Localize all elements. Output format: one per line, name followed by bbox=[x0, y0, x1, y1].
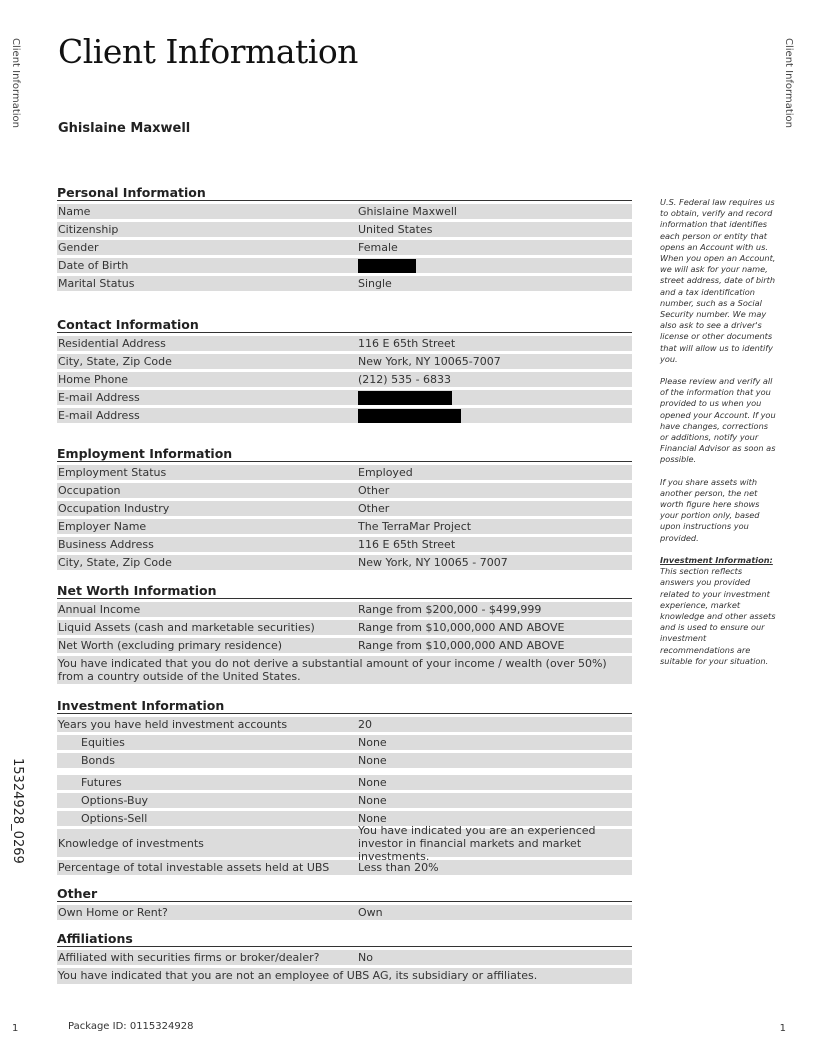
table-row bbox=[57, 372, 632, 387]
affiliations-note: You have indicated that you are not an employee of UBS AG, its subsidiary or affiliates. bbox=[58, 969, 538, 982]
section-title: Net Worth Information bbox=[57, 584, 632, 599]
row-label: Home Phone bbox=[58, 373, 129, 386]
row-label: E-mail Address bbox=[58, 391, 140, 404]
table-row bbox=[57, 408, 632, 423]
table-row bbox=[57, 823, 632, 863]
table-row bbox=[57, 775, 632, 790]
table-row bbox=[57, 354, 632, 369]
row-label: Own Home or Rent? bbox=[58, 906, 168, 919]
row-value: Range from $10,000,000 AND ABOVE bbox=[358, 639, 565, 652]
row-value: None bbox=[358, 776, 387, 789]
row-value: Ghislaine Maxwell bbox=[358, 205, 457, 218]
net-worth-information-section bbox=[57, 584, 632, 684]
row-label: Residential Address bbox=[58, 337, 166, 350]
row-label: E-mail Address bbox=[58, 409, 140, 422]
row-label: Percentage of total investable assets held at UBS bbox=[58, 861, 330, 874]
sidebar-heading: Investment Information: bbox=[660, 554, 773, 565]
sidebar-paragraph: Please review and verify all of the information that you provided to us when you opened your Account. If you have changes, corrections or additions, notify your Financial Advisor as soon as possible. bbox=[660, 376, 776, 465]
row-label: Annual Income bbox=[58, 603, 141, 616]
table-row bbox=[57, 465, 632, 480]
row-label: Years you have held investment accounts bbox=[58, 718, 288, 731]
table-row bbox=[57, 753, 632, 768]
table-row bbox=[57, 717, 632, 732]
side-label-left: Client Information bbox=[10, 38, 21, 129]
row-value: United States bbox=[358, 223, 433, 236]
row-label: Occupation Industry bbox=[58, 502, 170, 515]
other-section bbox=[57, 887, 632, 920]
main-content bbox=[57, 186, 632, 987]
sidebar-paragraph: U.S. Federal law requires us to obtain, verify and record information that identifies each person or entity that opens an Account with us. When you open an Account, we will ask for your name, street address, date of birth and a tax identification number, such as a Social Security number. We may also ask to see a driver's license or other documents that will allow us to identify you. bbox=[660, 197, 776, 364]
side-label-right: Client Information bbox=[783, 38, 794, 129]
row-value: None bbox=[358, 754, 387, 767]
row-value: Range from $200,000 - $499,999 bbox=[358, 603, 542, 616]
disclosure-sidebar bbox=[660, 197, 776, 678]
row-label: Knowledge of investments bbox=[58, 836, 204, 850]
row-value: New York, NY 10065-7007 bbox=[358, 355, 501, 368]
row-value: You have indicated you are an experienced investor in financial markets and market investments. bbox=[358, 823, 596, 863]
page-number-left: 1 bbox=[12, 1023, 19, 1034]
table-row bbox=[57, 222, 632, 237]
row-value: Own bbox=[358, 906, 383, 919]
row-label: Date of Birth bbox=[58, 259, 129, 272]
redaction-bar bbox=[358, 409, 461, 423]
table-row bbox=[57, 537, 632, 552]
row-label: Gender bbox=[58, 241, 99, 254]
table-row bbox=[57, 905, 632, 920]
table-row bbox=[57, 793, 632, 808]
table-row bbox=[57, 555, 632, 570]
row-value bbox=[358, 258, 632, 273]
section-title: Contact Information bbox=[57, 318, 632, 333]
table-row bbox=[57, 950, 632, 965]
row-label: Employment Status bbox=[58, 466, 167, 479]
row-label: Liquid Assets (cash and marketable securities) bbox=[58, 621, 315, 634]
row-value: 20 bbox=[358, 718, 372, 731]
row-label: City, State, Zip Code bbox=[58, 556, 172, 569]
redaction-bar bbox=[358, 259, 416, 273]
document-id: 15324928_0269 bbox=[10, 758, 25, 864]
section-title: Investment Information bbox=[57, 699, 632, 714]
row-value: New York, NY 10065 - 7007 bbox=[358, 556, 508, 569]
row-label: City, State, Zip Code bbox=[58, 355, 172, 368]
row-value: Employed bbox=[358, 466, 413, 479]
contact-information-section bbox=[57, 318, 632, 423]
table-row bbox=[57, 860, 632, 875]
section-title: Personal Information bbox=[57, 186, 632, 201]
table-row bbox=[57, 519, 632, 534]
row-value: (212) 535 - 6833 bbox=[358, 373, 452, 386]
sidebar-paragraph: This section reflects answers you provided related to your investment experience, market knowledge and other assets and is used to ensure our investment recommendations are suitable for your situation. bbox=[660, 566, 776, 666]
row-label: Business Address bbox=[58, 538, 154, 551]
table-row bbox=[57, 656, 632, 684]
sidebar-investment-note bbox=[660, 555, 776, 667]
row-label: Options-Buy bbox=[81, 794, 149, 807]
table-row bbox=[57, 276, 632, 291]
row-label: Affiliated with securities firms or broker/dealer? bbox=[58, 951, 320, 964]
affiliations-section bbox=[57, 932, 632, 984]
table-row bbox=[57, 204, 632, 219]
investment-information-section bbox=[57, 699, 632, 875]
row-value: 116 E 65th Street bbox=[358, 337, 456, 350]
section-title: Employment Information bbox=[57, 447, 632, 462]
row-label: Options-Sell bbox=[81, 812, 148, 825]
table-row bbox=[57, 602, 632, 617]
row-label: Employer Name bbox=[58, 520, 147, 533]
table-row bbox=[57, 336, 632, 351]
table-row bbox=[57, 638, 632, 653]
row-value: Other bbox=[358, 502, 390, 515]
section-title: Other bbox=[57, 887, 632, 902]
row-label: Equities bbox=[81, 736, 125, 749]
row-label: Bonds bbox=[81, 754, 115, 767]
table-row bbox=[57, 620, 632, 635]
row-value bbox=[358, 408, 632, 423]
table-row bbox=[57, 240, 632, 255]
table-row bbox=[57, 483, 632, 498]
section-title: Affiliations bbox=[57, 932, 632, 947]
row-value: None bbox=[358, 736, 387, 749]
row-value: 116 E 65th Street bbox=[358, 538, 456, 551]
table-row bbox=[57, 501, 632, 516]
row-value: The TerraMar Project bbox=[358, 520, 472, 533]
row-label: Occupation bbox=[58, 484, 121, 497]
row-value: No bbox=[358, 951, 373, 964]
table-row bbox=[57, 390, 632, 405]
package-id: Package ID: 0115324928 bbox=[68, 1021, 194, 1032]
row-value: Single bbox=[358, 277, 392, 290]
row-label: Name bbox=[58, 205, 91, 218]
table-row bbox=[57, 258, 632, 273]
employment-information-section bbox=[57, 447, 632, 570]
sidebar-paragraph: If you share assets with another person, the net worth figure here shows your portion only, based upon instructions you provided. bbox=[660, 476, 760, 543]
row-label: Net Worth (excluding primary residence) bbox=[58, 639, 283, 652]
redaction-bar bbox=[358, 391, 452, 405]
personal-information-section bbox=[57, 186, 632, 291]
row-value: Less than 20% bbox=[358, 861, 439, 874]
page-title: Client Information bbox=[58, 32, 358, 71]
table-row bbox=[57, 735, 632, 750]
row-label: Citizenship bbox=[58, 223, 119, 236]
row-label: Futures bbox=[81, 776, 122, 789]
row-value: Range from $10,000,000 AND ABOVE bbox=[358, 621, 565, 634]
page-number-right: 1 bbox=[779, 1023, 786, 1034]
net-worth-note: You have indicated that you do not derive a substantial amount of your income / wealth (over 50%) from a country outside of the United States. bbox=[58, 657, 607, 683]
row-value: None bbox=[358, 794, 387, 807]
table-row bbox=[57, 968, 632, 984]
client-name: Ghislaine Maxwell bbox=[58, 121, 191, 136]
row-value bbox=[358, 390, 632, 405]
row-value: Female bbox=[358, 241, 398, 254]
row-value: Other bbox=[358, 484, 390, 497]
row-label: Marital Status bbox=[58, 277, 135, 290]
row-value: None bbox=[358, 812, 387, 825]
